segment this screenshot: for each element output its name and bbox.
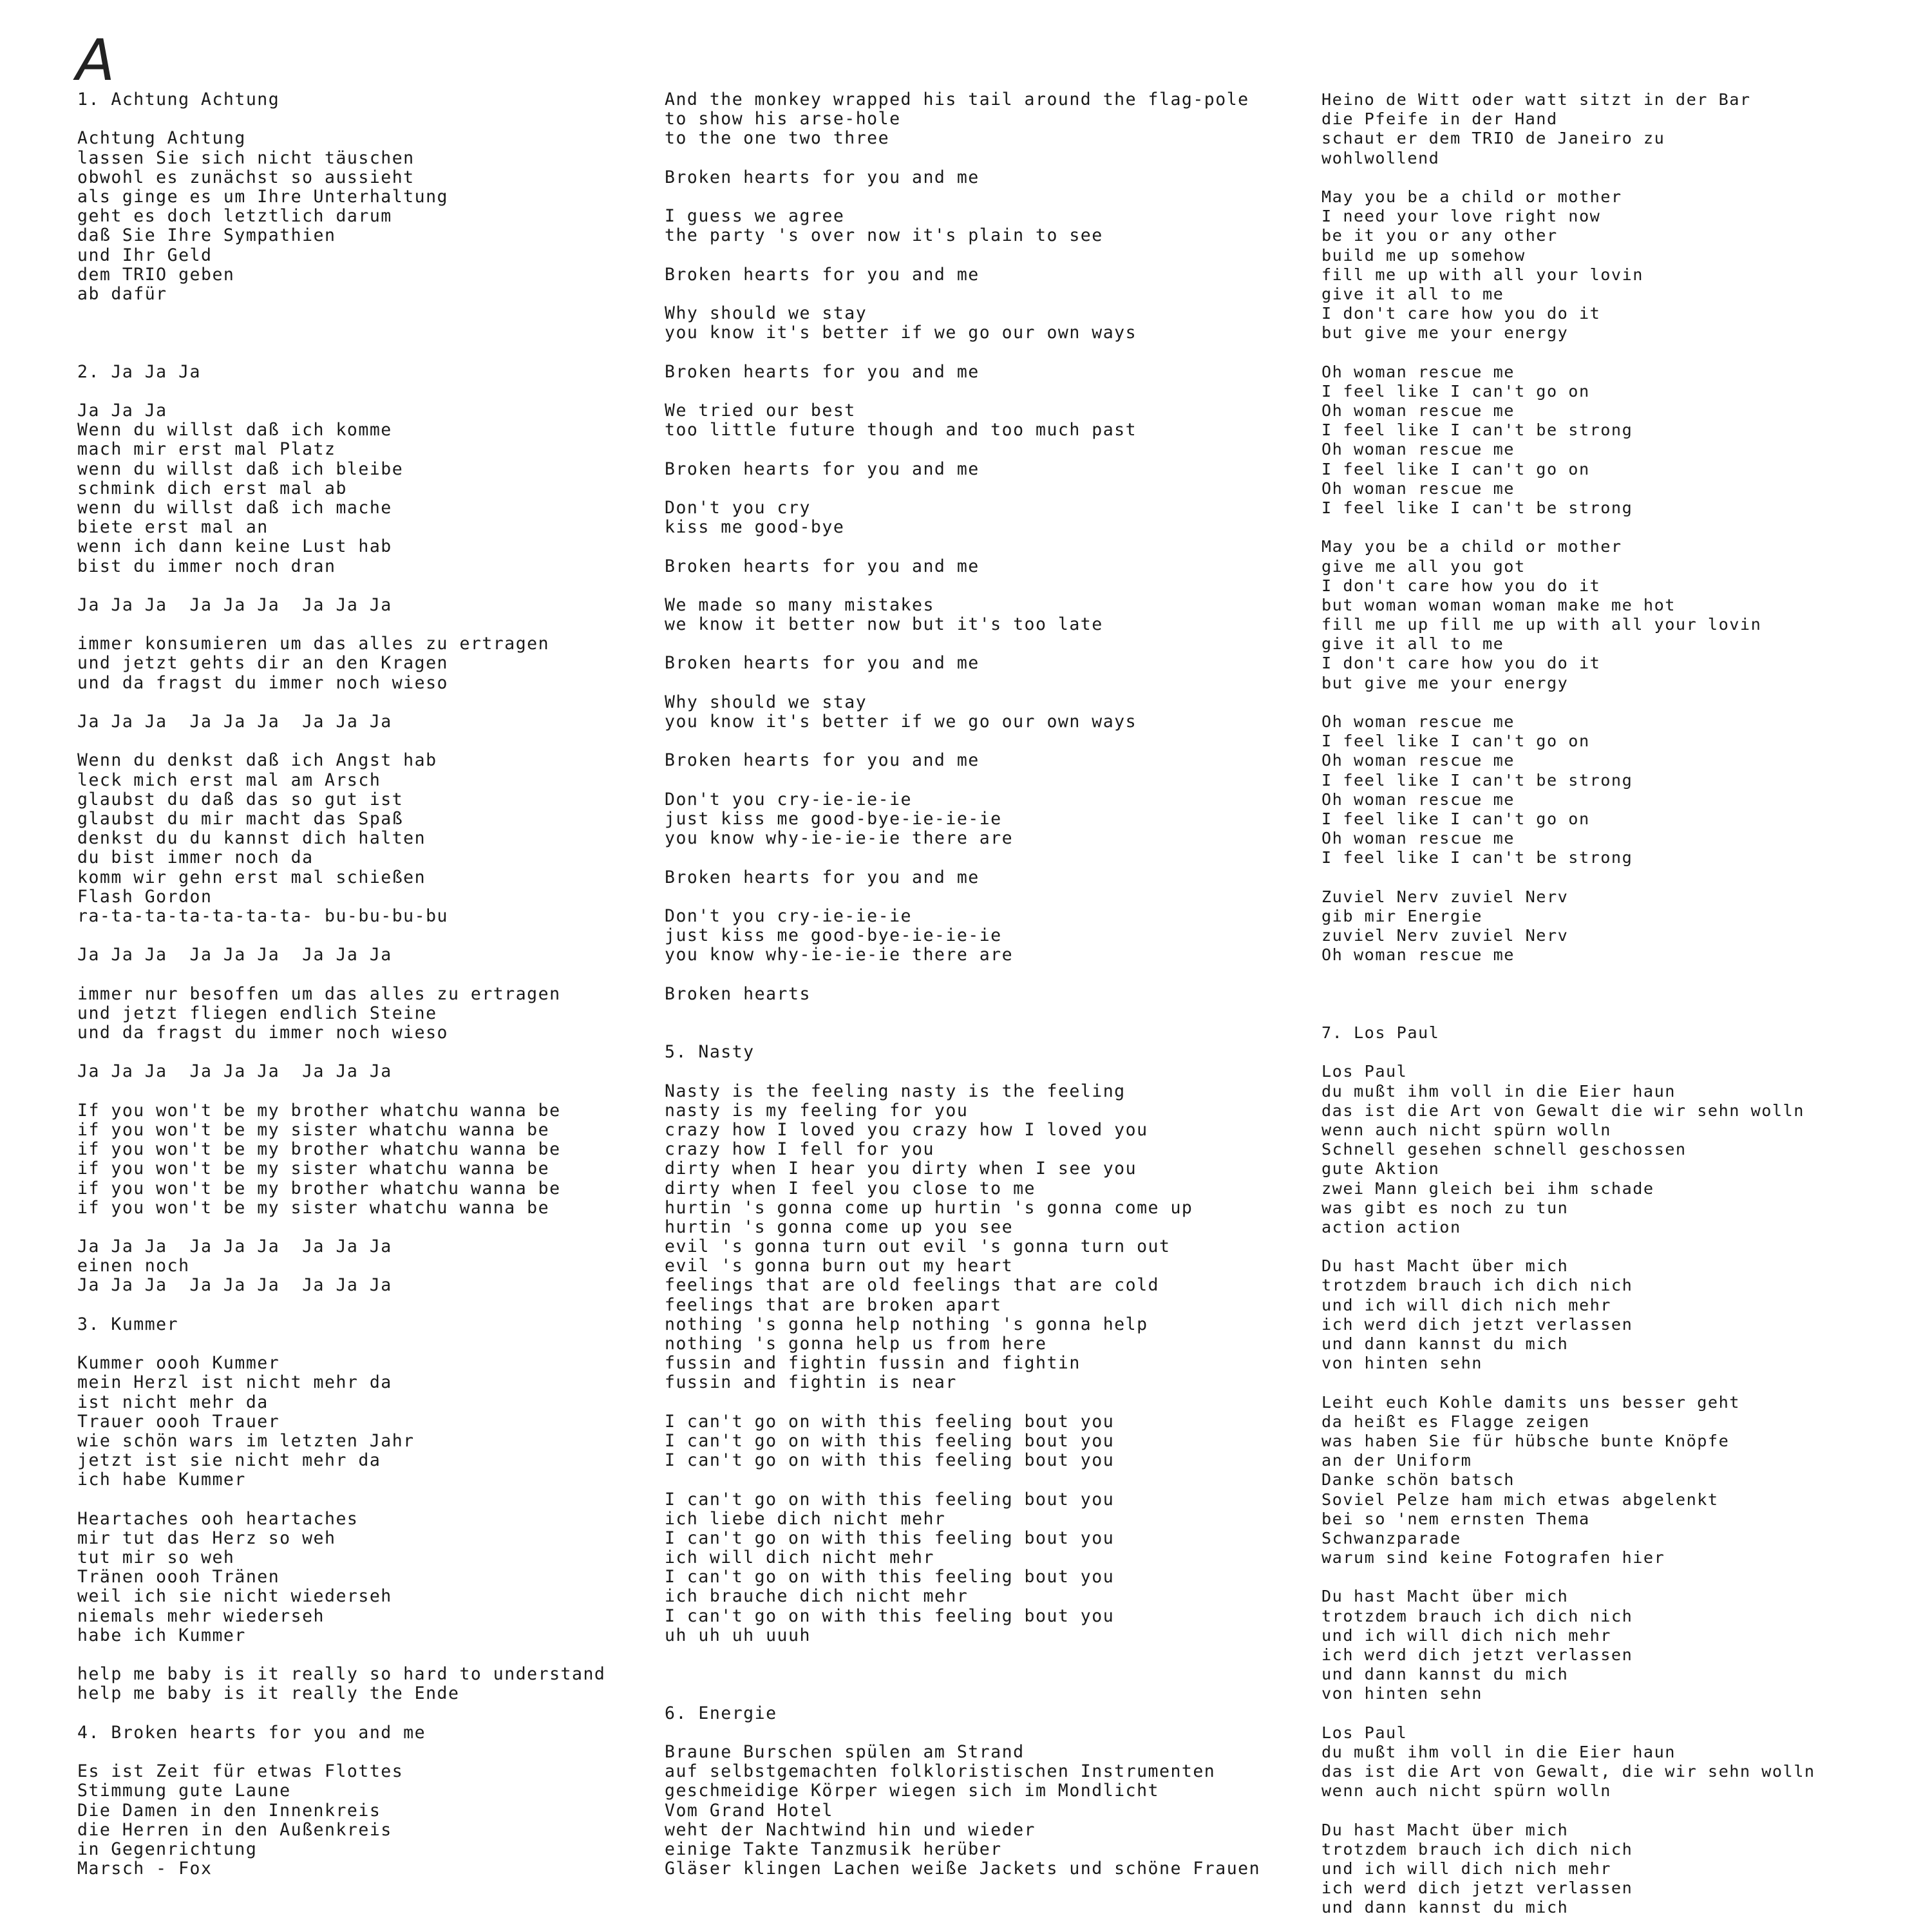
lyric-line: Broken hearts for you and me	[665, 750, 980, 771]
lyric-line: Nasty is the feeling nasty is the feeling	[665, 1081, 1126, 1101]
lyric-line: biete erst mal an	[77, 517, 269, 538]
lyric-line: Don't you cry-ie-ie-ie	[665, 905, 912, 926]
lyric-line: Du hast Macht über mich	[1321, 1587, 1569, 1606]
lyric-line: If you won't be my brother whatchu wanna be	[77, 1100, 561, 1121]
lyric-line: May you be a child or mother	[1321, 537, 1622, 556]
lyric-line: Die Damen in den Innenkreis	[77, 1800, 381, 1821]
lyric-line: an der Uniform	[1321, 1451, 1472, 1470]
lyric-line: you know it's better if we go our own ways	[665, 712, 1137, 732]
stanza	[77, 1101, 657, 1218]
lyric-line: von hinten sehn	[1321, 1354, 1482, 1373]
lyric-line: denkst du du kannst dich halten	[77, 828, 426, 849]
lyric-line: evil 's gonna turn out evil 's gonna turn out	[665, 1236, 1171, 1257]
stanza	[1321, 712, 1927, 868]
stanza	[77, 1762, 657, 1879]
lyric-line: uh uh uh uuuh	[665, 1625, 811, 1645]
lyric-line: Ja Ja Ja Ja Ja Ja Ja Ja Ja	[77, 1236, 392, 1257]
lyric-line: ich habe Kummer	[77, 1470, 246, 1490]
lyric-line: I feel like I can't be strong	[1321, 421, 1633, 440]
lyric-line: tut mir so weh	[77, 1548, 235, 1568]
lyric-line: I feel like I can't go on	[1321, 732, 1590, 751]
lyric-line: leck mich erst mal am Arsch	[77, 770, 381, 790]
lyric-line: Oh woman rescue me	[1321, 440, 1515, 459]
lyric-line: Heino de Witt oder watt sitzt in der Bar	[1321, 90, 1751, 109]
lyric-line: crazy how I loved you crazy how I loved you	[665, 1119, 1148, 1140]
lyric-line: Achtung Achtung	[77, 128, 246, 149]
lyric-line: Schwanzparade	[1321, 1528, 1461, 1548]
song-title: 5. Nasty	[665, 1042, 755, 1063]
lyric-line: nothing 's gonna help nothing 's gonna help	[665, 1314, 1148, 1334]
stanza	[77, 1062, 657, 1081]
stanza	[665, 265, 1283, 285]
lyric-line: und dann kannst du mich	[1321, 1665, 1569, 1684]
lyric-line: the party 's over now it's plain to see	[665, 225, 1103, 246]
lyric-line: schmink dich erst mal ab	[77, 478, 347, 498]
lyric-line: ich liebe dich nicht mehr	[665, 1508, 946, 1529]
stanza	[1321, 1256, 1927, 1373]
lyric-line: dirty when I feel you close to me	[665, 1178, 1036, 1198]
stanza	[665, 304, 1283, 343]
lyric-line: Don't you cry	[665, 497, 811, 518]
lyric-line: crazy how I fell for you	[665, 1139, 934, 1160]
stanza	[77, 129, 657, 304]
lyric-line: die Pfeife in der Hand	[1321, 109, 1558, 129]
lyric-line: hurtin 's gonna come up you see	[665, 1217, 1014, 1237]
lyric-line: Oh woman rescue me	[1321, 401, 1515, 420]
lyric-line: Ja Ja Ja Ja Ja Ja Ja Ja Ja	[77, 594, 392, 615]
lyric-line: too little future though and too much past	[665, 420, 1137, 440]
lyric-line: mach mir erst mal Platz	[77, 439, 336, 460]
lyric-line: wenn du willst daß ich mache	[77, 497, 392, 518]
lyric-line: Danke schön batsch	[1321, 1470, 1515, 1490]
stanza	[665, 1743, 1283, 1879]
stanza	[665, 1082, 1283, 1393]
lyric-line: wenn ich dann keine Lust hab	[77, 536, 392, 557]
lyric-line: und ich will dich nich mehr	[1321, 1859, 1611, 1879]
lyric-line: die Herren in den Außenkreis	[77, 1819, 392, 1840]
lyrics-column-3	[1321, 90, 1927, 1918]
stanza	[1321, 887, 1927, 965]
lyric-line: immer konsumieren um das alles zu ertragen	[77, 634, 550, 654]
stanza	[77, 401, 657, 576]
lyric-line: geht es doch letztlich darum	[77, 206, 392, 227]
lyric-line: zwei Mann gleich bei ihm schade	[1321, 1179, 1654, 1198]
lyric-line: nasty is my feeling for you	[665, 1100, 969, 1121]
lyric-line: I need your love right now	[1321, 207, 1601, 226]
lyric-line: dirty when I hear you dirty when I see you	[665, 1159, 1137, 1179]
lyric-line: I can't go on with this feeling bout you	[665, 1567, 1115, 1587]
lyric-line: I can't go on with this feeling bout you	[665, 1411, 1115, 1432]
lyric-line: und jetzt gehts dir an den Kragen	[77, 653, 448, 674]
lyrics-column-2	[665, 90, 1283, 1879]
lyric-line: Broken hearts for you and me	[665, 653, 980, 674]
stanza	[665, 596, 1283, 634]
lyric-line: but give me your energy	[1321, 323, 1569, 343]
lyric-line: Braune Burschen spülen am Strand	[665, 1741, 1025, 1762]
stanza	[77, 751, 657, 926]
stanza	[77, 1510, 657, 1645]
lyric-line: in Gegenrichtung	[77, 1839, 258, 1859]
lyric-line: Wenn du denkst daß ich Angst hab	[77, 750, 437, 771]
lyric-line: zuviel Nerv zuviel Nerv	[1321, 926, 1569, 945]
lyric-line: wenn du willst daß ich bleibe	[77, 459, 404, 479]
lyric-line: give it all to me	[1321, 284, 1504, 303]
lyric-line: if you won't be my sister whatchu wanna be	[77, 1197, 550, 1218]
lyric-line: if you won't be my brother whatchu wanna be	[77, 1178, 561, 1198]
stanza	[77, 634, 657, 693]
lyric-line: ich werd dich jetzt verlassen	[1321, 1645, 1633, 1665]
lyric-line: feelings that are broken apart	[665, 1294, 1002, 1315]
lyric-line: immer nur besoffen um das alles zu ertragen	[77, 983, 561, 1004]
lyric-line: evil 's gonna burn out my heart	[665, 1256, 1014, 1276]
lyric-line: if you won't be my sister whatchu wanna be	[77, 1119, 550, 1140]
lyric-line: I can't go on with this feeling bout you	[665, 1450, 1115, 1471]
lyric-line: May you be a child or mother	[1321, 187, 1622, 206]
lyric-line: glaubst du daß das so gut ist	[77, 789, 404, 810]
lyric-line: auf selbstgemachten folkloristischen Instrumenten	[665, 1761, 1216, 1782]
lyric-line: Flash Gordon	[77, 886, 213, 907]
lyric-line: hurtin 's gonna come up hurtin 's gonna come up	[665, 1197, 1193, 1218]
lyric-line: geschmeidige Körper wiegen sich im Mondlicht	[665, 1781, 1159, 1801]
stanza	[665, 1412, 1283, 1471]
lyrics-column-1	[77, 90, 657, 1879]
lyric-line: fussin and fightin fussin and fightin	[665, 1353, 1081, 1374]
lyric-line: I feel like I can't go on	[1321, 381, 1590, 401]
lyric-line: jetzt ist sie nicht mehr da	[77, 1450, 381, 1471]
lyric-line: Soviel Pelze ham mich etwas abgelenkt	[1321, 1490, 1719, 1509]
lyric-line: Ja Ja Ja	[77, 401, 167, 421]
lyric-line: Oh woman rescue me	[1321, 751, 1515, 770]
song-title: 1. Achtung Achtung	[77, 90, 280, 109]
stanza	[77, 1237, 657, 1296]
lyric-line: Oh woman rescue me	[1321, 790, 1515, 809]
lyric-line: I feel like I can't be strong	[1321, 770, 1633, 790]
lyric-line: I don't care how you do it	[1321, 304, 1601, 323]
stanza	[665, 557, 1283, 576]
lyric-line: Broken hearts for you and me	[665, 867, 980, 887]
lyric-line: da heißt es Flagge zeigen	[1321, 1412, 1590, 1431]
stanza	[1321, 1587, 1927, 1703]
lyric-line: action action	[1321, 1217, 1461, 1236]
stanza	[1321, 1062, 1927, 1237]
lyric-line: Los Paul	[1321, 1062, 1408, 1081]
lyric-line: Ja Ja Ja Ja Ja Ja Ja Ja Ja	[77, 1061, 392, 1082]
lyric-line: if you won't be my sister whatchu wanna be	[77, 1159, 550, 1179]
stanza	[665, 693, 1283, 732]
lyric-line: you know why-ie-ie-ie there are	[665, 945, 1014, 965]
lyric-line: Tränen oooh Tränen	[77, 1567, 280, 1587]
lyric-line: obwohl es zunächst so aussieht	[77, 167, 415, 187]
lyric-line: fussin and fightin is near	[665, 1372, 957, 1393]
stanza	[665, 1490, 1283, 1646]
lyric-line: we know it better now but it's too late	[665, 614, 1103, 635]
lyric-line: Gläser klingen Lachen weiße Jackets und schöne Frauen	[665, 1859, 1261, 1879]
lyric-line: schaut er dem TRIO de Janeiro zu	[1321, 129, 1665, 148]
lyric-line: ra-ta-ta-ta-ta-ta-ta- bu-bu-bu-bu	[77, 905, 448, 926]
lyric-line: habe ich Kummer	[77, 1625, 246, 1645]
lyric-line: I can't go on with this feeling bout you	[665, 1489, 1115, 1510]
lyric-line: lassen Sie sich nicht täuschen	[77, 147, 415, 168]
lyric-line: Du hast Macht über mich	[1321, 1256, 1569, 1276]
lyric-line: Zuviel Nerv zuviel Nerv	[1321, 887, 1569, 906]
lyric-line: just kiss me good-bye-ie-ie-ie	[665, 808, 1002, 829]
stanza	[77, 1354, 657, 1490]
lyric-line: wenn auch nicht spürn wolln	[1321, 1781, 1611, 1801]
lyric-line: but woman woman woman make me hot	[1321, 595, 1676, 614]
lyric-line: trotzdem brauch ich dich nich	[1321, 1276, 1633, 1295]
lyric-line: und ich will dich nich mehr	[1321, 1295, 1611, 1314]
lyric-line: weil ich sie nicht wiederseh	[77, 1586, 392, 1607]
lyric-line: I feel like I can't be strong	[1321, 848, 1633, 867]
lyric-line: du bist immer noch da	[77, 848, 314, 868]
lyric-line: fill me up fill me up with all your lovin	[1321, 615, 1762, 634]
lyric-line: I feel like I can't go on	[1321, 459, 1590, 478]
lyric-line: I feel like I can't be strong	[1321, 498, 1633, 517]
lyric-line: feelings that are old feelings that are cold	[665, 1275, 1159, 1296]
lyric-line: kiss me good-bye	[665, 517, 845, 538]
lyric-line: Schnell gesehen schnell geschossen	[1321, 1140, 1687, 1159]
lyric-line: Du hast Macht über mich	[1321, 1820, 1569, 1839]
stanza	[665, 868, 1283, 887]
lyric-line: mein Herzl ist nicht mehr da	[77, 1372, 392, 1393]
lyric-line: als ginge es um Ihre Unterhaltung	[77, 186, 448, 207]
lyric-line: Oh woman rescue me	[1321, 829, 1515, 848]
stanza	[665, 985, 1283, 1004]
lyric-line: glaubst du mir macht das Spaß	[77, 808, 404, 829]
lyric-line: Oh woman rescue me	[1321, 478, 1515, 498]
lyric-line: Broken hearts for you and me	[665, 264, 980, 285]
song-title: 6. Energie	[665, 1703, 777, 1723]
lyric-line: gib mir Energie	[1321, 906, 1482, 925]
lyric-line: trotzdem brauch ich dich nich	[1321, 1606, 1633, 1625]
song-title: 3. Kummer	[77, 1314, 179, 1334]
lyric-line: I can't go on with this feeling bout you	[665, 1430, 1115, 1451]
stanza	[77, 985, 657, 1043]
stanza	[1321, 1821, 1927, 1918]
lyric-line: to the one two three	[665, 128, 890, 149]
lyric-line: Don't you cry-ie-ie-ie	[665, 789, 912, 810]
lyric-line: Marsch - Fox	[77, 1859, 213, 1879]
stanza	[665, 90, 1283, 149]
lyric-line: und dann kannst du mich	[1321, 1334, 1569, 1354]
lyric-line: niemals mehr wiederseh	[77, 1605, 325, 1626]
stanza	[665, 168, 1283, 187]
lyric-line: und Ihr Geld	[77, 245, 213, 265]
lyric-line: I guess we agree	[665, 206, 845, 227]
lyric-line: I don't care how you do it	[1321, 576, 1601, 595]
lyric-line: Ja Ja Ja Ja Ja Ja Ja Ja Ja	[77, 945, 392, 965]
lyric-line: Kummer oooh Kummer	[77, 1353, 280, 1374]
lyric-line: Leiht euch Kohle damits uns besser geht	[1321, 1392, 1740, 1412]
lyric-line: Broken hearts for you and me	[665, 556, 980, 576]
stanza	[665, 654, 1283, 673]
stanza	[665, 907, 1283, 965]
lyric-line: Ja Ja Ja Ja Ja Ja Ja Ja Ja	[77, 1275, 392, 1296]
stanza	[77, 1665, 657, 1703]
lyric-line: you know why-ie-ie-ie there are	[665, 828, 1014, 849]
lyric-line: wenn auch nicht spürn wolln	[1321, 1120, 1611, 1139]
lyric-line: I can't go on with this feeling bout you	[665, 1605, 1115, 1626]
lyric-line: von hinten sehn	[1321, 1684, 1482, 1703]
lyric-line: We tried our best	[665, 401, 856, 421]
stanza	[1321, 187, 1927, 343]
lyric-line: give it all to me	[1321, 634, 1504, 654]
lyric-line: wohlwollend	[1321, 148, 1440, 167]
stanza	[77, 712, 657, 732]
stanza	[665, 401, 1283, 440]
lyric-line: ich will dich nicht mehr	[665, 1548, 934, 1568]
lyric-line: einen noch	[77, 1256, 190, 1276]
lyric-line: Broken hearts for you and me	[665, 167, 980, 187]
lyric-line: bei so 'nem ernsten Thema	[1321, 1509, 1590, 1528]
lyric-line: und da fragst du immer noch wieso	[77, 1023, 448, 1043]
lyric-line: und dann kannst du mich	[1321, 1898, 1569, 1917]
lyric-line: und da fragst du immer noch wieso	[77, 672, 448, 693]
lyric-line: Oh woman rescue me	[1321, 945, 1515, 965]
lyric-line: Why should we stay	[665, 692, 867, 712]
lyric-line: ich brauche dich nicht mehr	[665, 1586, 969, 1607]
lyric-line: help me baby is it really so hard to understand	[77, 1664, 606, 1685]
lyric-line: einige Takte Tanzmusik herüber	[665, 1839, 1002, 1859]
lyric-line: trotzdem brauch ich dich nich	[1321, 1839, 1633, 1859]
stanza	[1321, 90, 1927, 168]
stanza	[1321, 537, 1927, 693]
lyric-line: Stimmung gute Laune	[77, 1781, 291, 1801]
lyric-line: ich werd dich jetzt verlassen	[1321, 1314, 1633, 1334]
lyric-line: Broken hearts for you and me	[665, 361, 980, 382]
song-title: 2. Ja Ja Ja	[77, 361, 201, 382]
stanza	[77, 945, 657, 965]
lyric-line: nothing 's gonna help us from here	[665, 1334, 1047, 1354]
lyric-line: ich werd dich jetzt verlassen	[1321, 1879, 1633, 1898]
lyric-line: mir tut das Herz so weh	[77, 1528, 336, 1548]
lyric-line: was gibt es noch zu tun	[1321, 1198, 1569, 1217]
lyric-line: warum sind keine Fotografen hier	[1321, 1548, 1665, 1567]
lyric-line: Oh woman rescue me	[1321, 362, 1515, 381]
song-title: 7. Los Paul	[1321, 1023, 1440, 1043]
lyric-line: Es ist Zeit für etwas Flottes	[77, 1761, 404, 1782]
lyric-line: just kiss me good-bye-ie-ie-ie	[665, 925, 1002, 946]
lyric-line: dem TRIO geben	[77, 264, 235, 285]
lyric-line: Why should we stay	[665, 303, 867, 324]
lyric-line: but give me your energy	[1321, 673, 1569, 692]
lyric-line: komm wir gehn erst mal schießen	[77, 867, 426, 887]
lyric-line: fill me up with all your lovin	[1321, 265, 1643, 284]
side-mark: A	[76, 27, 115, 93]
lyric-line: und ich will dich nich mehr	[1321, 1625, 1611, 1645]
stanza	[665, 751, 1283, 770]
lyric-line: Trauer oooh Trauer	[77, 1411, 280, 1432]
lyric-line: I feel like I can't go on	[1321, 809, 1590, 828]
lyric-line: build me up somehow	[1321, 245, 1526, 265]
lyric-line: weht der Nachtwind hin und wieder	[665, 1819, 1036, 1840]
lyric-line: du mußt ihm voll in die Eier haun	[1321, 1742, 1676, 1761]
lyric-line: I don't care how you do it	[1321, 654, 1601, 673]
lyric-line: We made so many mistakes	[665, 594, 934, 615]
lyric-line: be it you or any other	[1321, 226, 1558, 245]
lyric-line: Los Paul	[1321, 1723, 1408, 1742]
lyric-line: Ja Ja Ja Ja Ja Ja Ja Ja Ja	[77, 712, 392, 732]
stanza	[665, 207, 1283, 245]
lyric-line: And the monkey wrapped his tail around the flag-pole	[665, 90, 1249, 109]
song-title: 4. Broken hearts for you and me	[77, 1722, 426, 1743]
stanza	[665, 363, 1283, 382]
lyric-line: das ist die Art von Gewalt die wir sehn wolln	[1321, 1101, 1804, 1120]
lyric-line: Broken hearts for you and me	[665, 459, 980, 479]
lyric-line: und jetzt fliegen endlich Steine	[77, 1003, 437, 1023]
lyric-line: if you won't be my brother whatchu wanna be	[77, 1139, 561, 1160]
lyric-line: du mußt ihm voll in die Eier haun	[1321, 1081, 1676, 1101]
stanza	[665, 498, 1283, 537]
stanza	[665, 460, 1283, 479]
lyric-line: bist du immer noch dran	[77, 556, 336, 576]
stanza	[665, 790, 1283, 849]
stanza	[1321, 1723, 1927, 1801]
lyric-line: Broken hearts	[665, 983, 811, 1004]
lyric-line: das ist die Art von Gewalt, die wir sehn wolln	[1321, 1762, 1815, 1781]
lyric-line: ist nicht mehr da	[77, 1392, 269, 1412]
lyric-line: daß Sie Ihre Sympathien	[77, 225, 336, 246]
lyric-line: give me all you got	[1321, 556, 1526, 576]
lyric-line: gute Aktion	[1321, 1159, 1440, 1179]
lyric-line: Vom Grand Hotel	[665, 1800, 833, 1821]
lyric-line: was haben Sie für hübsche bunte Knöpfe	[1321, 1431, 1730, 1450]
lyric-line: I can't go on with this feeling bout you	[665, 1528, 1115, 1548]
stanza	[77, 596, 657, 615]
lyric-line: Wenn du willst daß ich komme	[77, 420, 392, 440]
lyric-line: wie schön wars im letzten Jahr	[77, 1430, 415, 1451]
lyric-line: to show his arse-hole	[665, 109, 901, 129]
lyric-line: Oh woman rescue me	[1321, 712, 1515, 731]
stanza	[1321, 363, 1927, 518]
lyric-line: Heartaches ooh heartaches	[77, 1508, 359, 1529]
stanza	[1321, 1393, 1927, 1568]
lyric-line: help me baby is it really the Ende	[77, 1683, 460, 1704]
lyric-line: ab dafür	[77, 283, 167, 304]
lyric-line: you know it's better if we go our own ways	[665, 323, 1137, 343]
